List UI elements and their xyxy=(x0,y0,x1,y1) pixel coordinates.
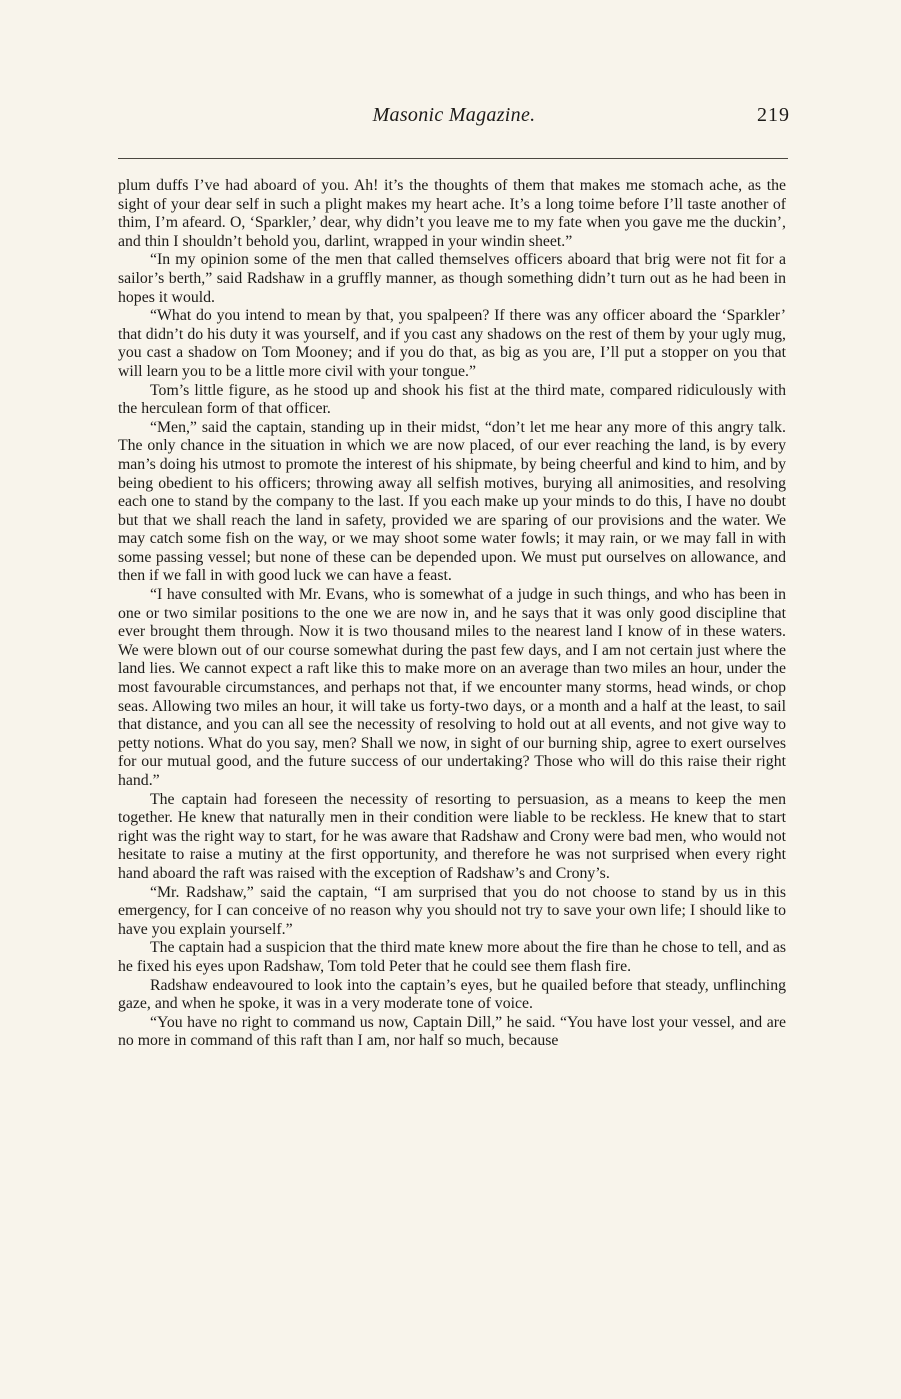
paragraph-1: plum duffs I’ve had aboard of you. Ah! it’s the thoughts of them that makes me stomach ache, as the sight of your dear self in such a plight makes my heart ache. It’s a long toime before I’ll taste another of thim, I’m afeard. O, ‘Sparkler,’ dear, why didn’t you leave me to my fate when you gave me the duckin’, and thin I shouldn’t behold you, darlint, wrapped in your windin sheet.” xyxy=(118,177,786,250)
article-body xyxy=(118,177,786,1051)
paragraph-7: The captain had foreseen the necessity of resorting to persuasion, as a means to keep the men together. He knew that naturally men in their condition were liable to be reckless. He knew that to start right was the right way to start, for he was aware that Radshaw and Crony were bad men, who would not hesitate to raise a mutiny at the first opportunity, and therefore he was not surprised when every right hand aboard the raft was raised with the exception of Radshaw’s and Crony’s. xyxy=(118,790,786,882)
paragraph-10: Radshaw endeavoured to look into the captain’s eyes, but he quailed before that steady, unflinching gaze, and when he spoke, it was in a very moderate tone of voice. xyxy=(118,976,786,1013)
header-rule xyxy=(118,158,788,159)
paragraph-6: “I have consulted with Mr. Evans, who is somewhat of a judge in such things, and who has been in one or two similar positions to the one we are now in, and he says that it was only good discipline that ever brought them through. Now it is two thousand miles to the nearest land I know of in these waters. We were blown out of our course somewhat during the past few days, and I am not certain just where the land lies. We cannot expect a raft like this to make more on an average than two miles an hour, under the most favourable circumstances, and perhaps not that, if we encounter many storms, head winds, or chop seas. Allowing two miles an hour, it will take us forty-two days, or a month and a half at the least, to sail that distance, and you can all see the necessity of resolving to hold out at all events, and not give way to petty notions. What do you say, men? Shall we now, in sight of our burning ship, agree to exert ourselves for our mutual good, and the future success of our undertaking? Those who will do this raise their right hand.” xyxy=(118,586,786,789)
paragraph-5: “Men,” said the captain, standing up in their midst, “don’t let me hear any more of this angry talk. The only chance in the situation in which we are now placed, of our ever reaching the land, is by every man’s doing his utmost to promote the interest of his shipmate, by being cheerful and kind to him, and by being obedient to his officers; throwing away all selfish motives, burying all animosities, and resolving each one to stand by the company to the last. If you each make up your minds to do this, I have no doubt but that we shall reach the land in safety, provided we are sparing of our provisions and the water. We may catch some fish on the way, or we may shoot some water fowls; it may rain, or we may fall in with some passing vessel; but none of these can be depended upon. We must put ourselves on allowance, and then if we fall in with good luck we can have a feast. xyxy=(118,418,786,585)
paragraph-8: “Mr. Radshaw,” said the captain, “I am surprised that you do not choose to stand by us in this emergency, for I can conceive of no reason why you should not try to save your own life; I should like to have you explain yourself.” xyxy=(118,883,786,938)
paragraph-9: The captain had a suspicion that the third mate knew more about the fire than he chose to tell, and as he fixed his eyes upon Radshaw, Tom told Peter that he could see them flash fire. xyxy=(118,939,786,975)
page-number: 219 xyxy=(757,104,790,126)
paragraph-3: “What do you intend to mean by that, you spalpeen? If there was any officer aboard the ‘Sparkler’ that didn’t do his duty it was yourself, and if you cast any shadows on the rest of them by your ugly mug, you cast a shadow on Tom Mooney; and if you do that, as big as you are, I’ll put a stopper on you that will learn you to be a little more civil with your tongue.” xyxy=(118,307,786,380)
paragraph-2: “In my opinion some of the men that called themselves officers aboard that brig were not fit for a sailor’s berth,” said Radshaw in a gruffly manner, as though something didn’t turn out as he had been in hopes it would. xyxy=(118,251,786,306)
running-title: Masonic Magazine. xyxy=(372,104,536,126)
paragraph-11: “You have no right to command us now, Captain Dill,” he said. “You have lost your vessel, and are no more in command of this raft than I am, nor half so much, because xyxy=(118,1013,786,1050)
page-header xyxy=(118,104,790,138)
paragraph-4: Tom’s little figure, as he stood up and shook his fist at the third mate, compared ridiculously with the herculean form of that officer. xyxy=(118,381,786,418)
